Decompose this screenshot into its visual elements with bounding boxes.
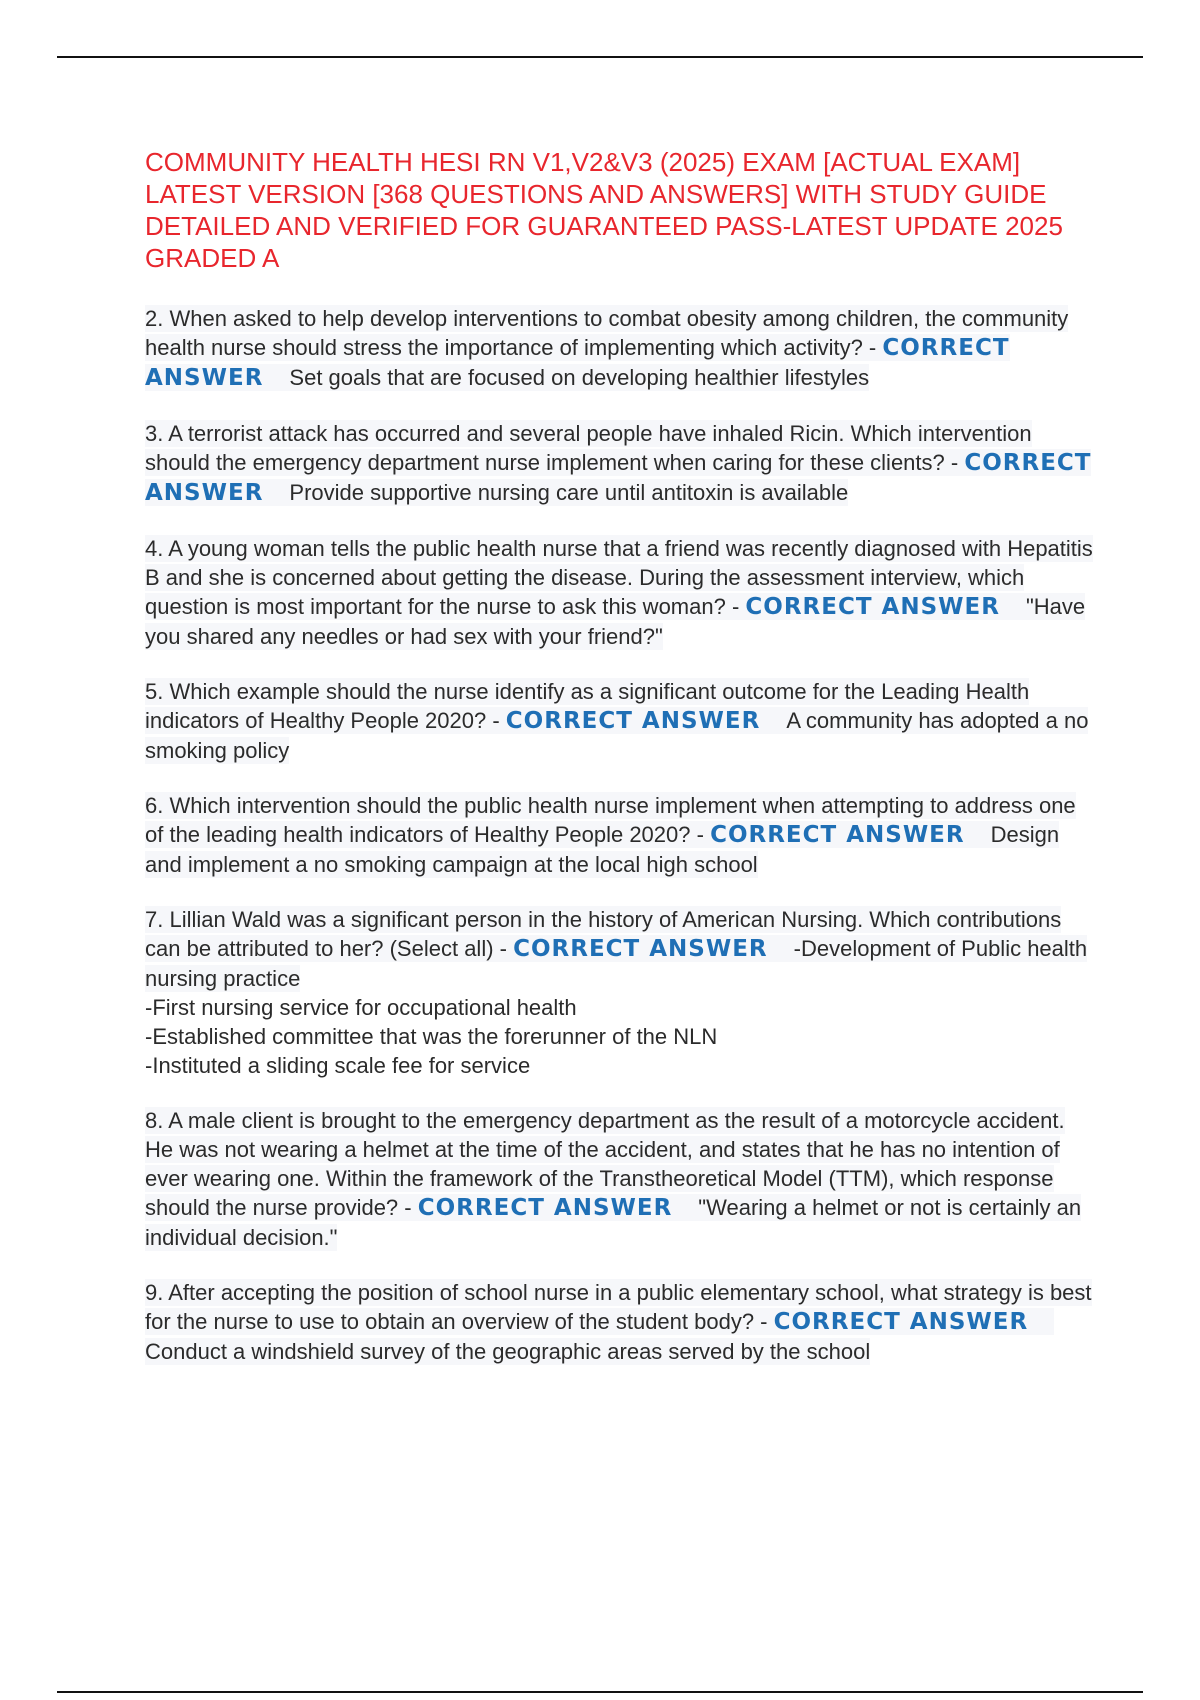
correct-answer-label: CORRECT ANSWER — [710, 822, 965, 848]
correct-answer-label: CORRECT ANSWER — [145, 450, 1092, 506]
question-highlight — [145, 305, 1068, 391]
answer-text: Set goals that are focused on developing healthier lifestyles — [289, 365, 870, 390]
question-text: 4. A young woman tells the public health nurse that a friend was recently diagnosed with Hepatitis B and she is concerned about getting the disease. During the assessment interview, which question is most important for the nurse to ask this woman? - — [145, 536, 1093, 619]
question-highlight — [145, 1279, 1092, 1365]
document-title: COMMUNITY HEALTH HESI RN V1,V2&V3 (2025) EXAM [ACTUAL EXAM] LATEST VERSION [368 QUESTIONS AND ANSWERS] WITH STUDY GUIDE DETAILED AND VERIFIED FOR GUARANTEED PASS-LATEST UPDATE 2025 GRADED A — [145, 147, 1063, 273]
correct-answer-label: CORRECT ANSWER — [417, 1195, 673, 1221]
answer-text: -Development of Public health nursing practice — [145, 936, 1088, 991]
question-item — [145, 677, 1095, 765]
question-item — [145, 304, 1095, 393]
question-highlight — [145, 792, 1076, 878]
correct-answer-label: CORRECT ANSWER — [745, 594, 1000, 620]
question-highlight — [145, 906, 1095, 1080]
question-highlight — [145, 1107, 1081, 1251]
answer-text: Conduct a windshield survey of the geographic areas served by the school — [145, 1339, 871, 1364]
question-item — [145, 534, 1095, 651]
question-list — [145, 304, 1095, 1366]
question-text: 5. Which example should the nurse identify as a significant outcome for the Leading Health indicators of Healthy People 2020? - — [145, 679, 1030, 733]
bottom-rule — [57, 1691, 1143, 1693]
question-item — [145, 419, 1095, 508]
correct-answer-label: CORRECT ANSWER — [145, 335, 1010, 391]
correct-answer-label: CORRECT ANSWER — [505, 708, 761, 734]
question-item — [145, 1278, 1095, 1366]
answer-text: "Wearing a helmet or not is certainly an individual decision." — [145, 1195, 1082, 1250]
question-item — [145, 791, 1095, 879]
answer-text: Design and implement a no smoking campaign at the local high school — [145, 822, 1060, 877]
question-text: 7. Lillian Wald was a significant person in the history of American Nursing. Which contributions can be attributed to her? (Select all) - — [145, 907, 1062, 961]
answer-text: A community has adopted a no smoking policy — [145, 708, 1089, 763]
question-text: 8. A male client is brought to the emergency department as the result of a motorcycle accident. He was not wearing a helmet at the time of the accident, and states that he has no intention of ever wearing one. Within the framework of the Transtheoretical Model (TTM), which response should the nurse provide? - — [145, 1108, 1065, 1220]
question-item — [145, 1106, 1095, 1252]
answer-text: Provide supportive nursing care until antitoxin is available — [289, 480, 849, 505]
correct-answer-label: CORRECT ANSWER — [513, 936, 768, 962]
correct-answer-label: CORRECT ANSWER — [773, 1309, 1029, 1335]
question-text: 2. When asked to help develop interventions to combat obesity among children, the community health nurse should stress the importance of implementing which activity? - — [145, 306, 1069, 360]
question-text: 9. After accepting the position of school nurse in a public elementary school, what strategy is best for the nurse to use to obtain an overview of the student body? - — [145, 1280, 1092, 1334]
answer-extra-line: -First nursing service for occupational health — [145, 995, 577, 1020]
answer-text: "Have you shared any needles or had sex with your friend?" — [145, 594, 1086, 649]
top-rule — [57, 56, 1143, 58]
question-highlight — [145, 535, 1093, 650]
question-text: 3. A terrorist attack has occurred and several people have inhaled Ricin. Which intervention should the emergency department nurse implement when caring for these clients? - — [145, 421, 1032, 475]
question-text: 6. Which intervention should the public health nurse implement when attempting to address one of the leading health indicators of Healthy People 2020? - — [145, 793, 1076, 847]
question-item — [145, 905, 1095, 1080]
question-highlight — [145, 420, 1091, 506]
document-body — [145, 146, 1095, 1392]
question-highlight — [145, 678, 1088, 764]
answer-extra-line: -Instituted a sliding scale fee for service — [145, 1053, 531, 1078]
answer-extra-line: -Established committee that was the forerunner of the NLN — [145, 1024, 718, 1049]
